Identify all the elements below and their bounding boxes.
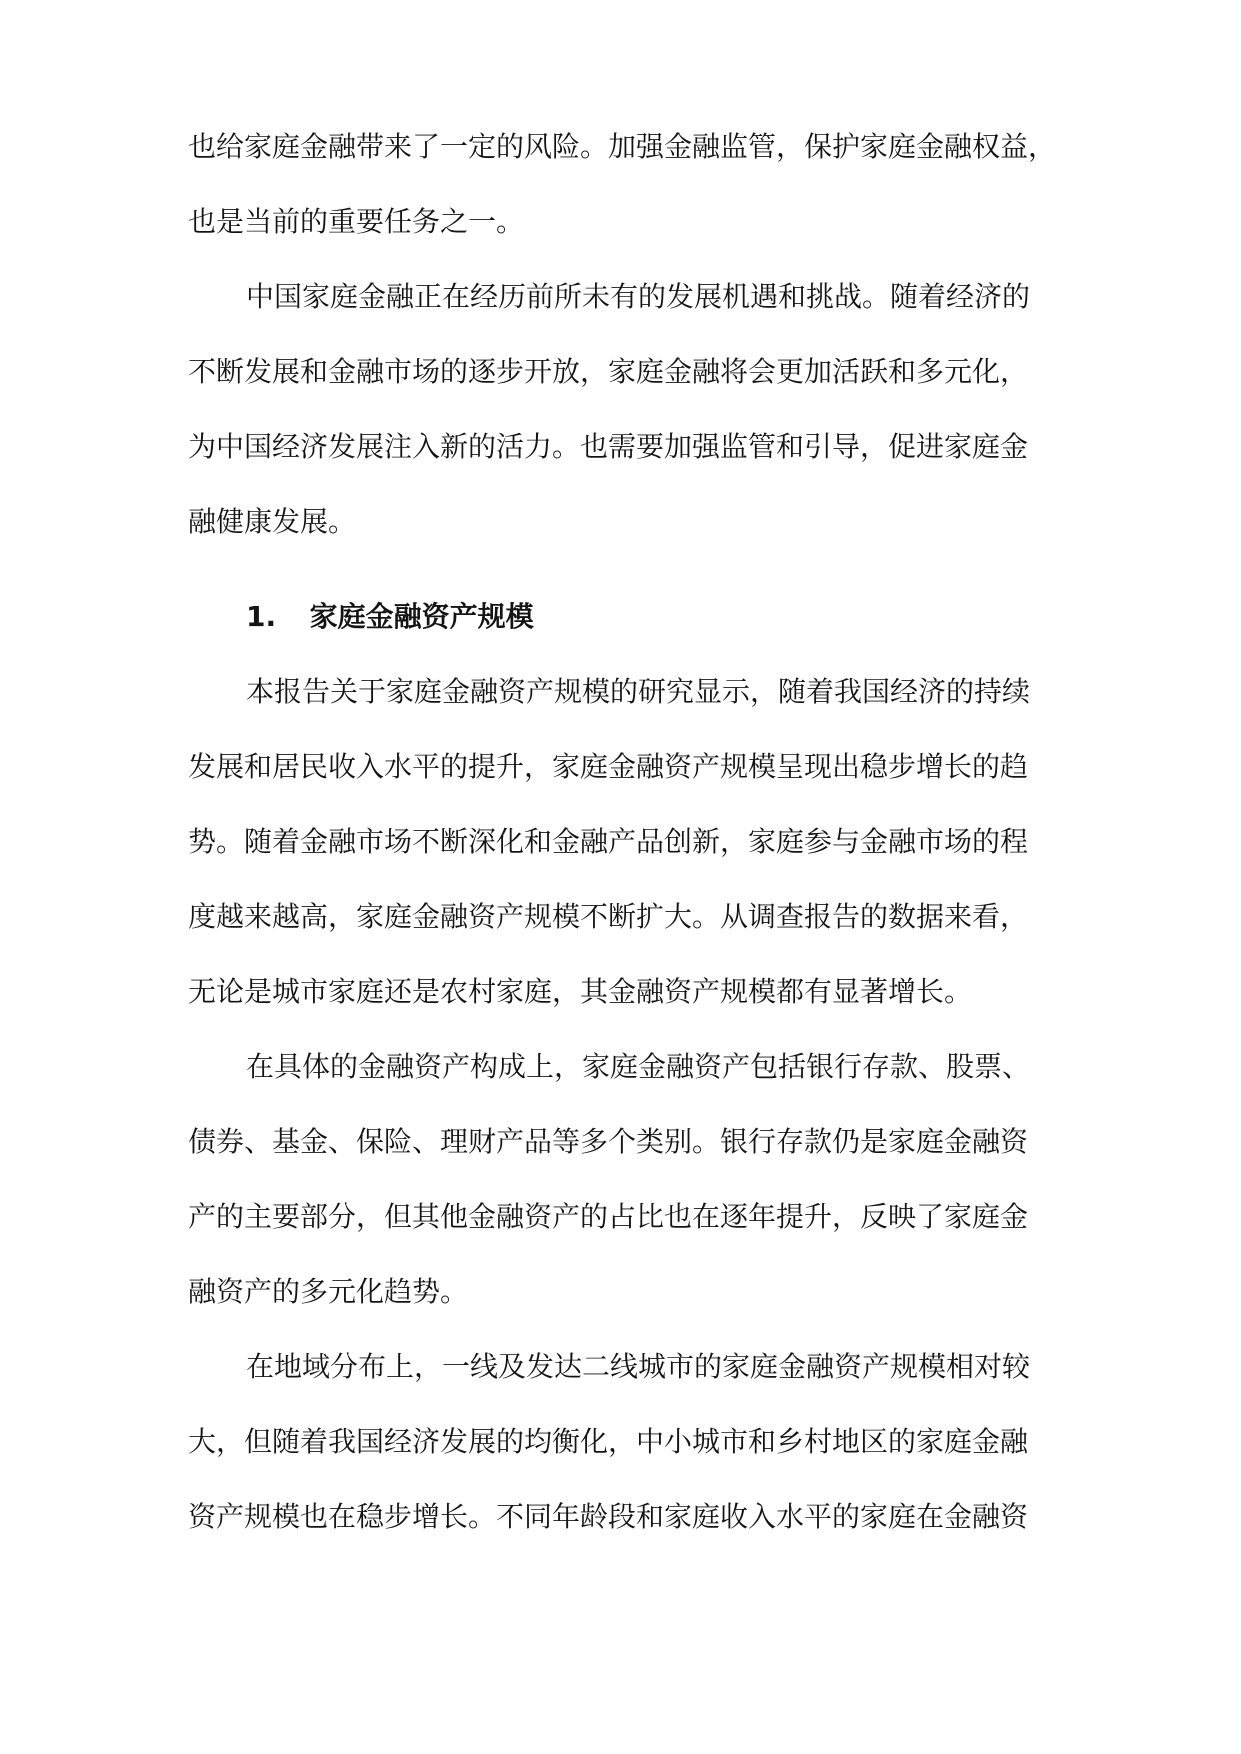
document-body [188, 127, 1058, 1537]
paragraph [188, 1047, 1058, 1312]
text-line: 中国家庭金融正在经历前所未有的发展机遇和挑战。随着经济的 [246, 280, 1031, 313]
text-line: 资产规模也在稳步增长。不同年龄段和家庭收入水平的家庭在金融资 [188, 1500, 1029, 1533]
text-line: 无论是城市家庭还是农村家庭，其金融资产规模都有显著增长。 [188, 975, 973, 1008]
section-number: 1. [246, 600, 277, 633]
text-line: 度越来越高，家庭金融资产规模不断扩大。从调查报告的数据来看， [188, 900, 1029, 933]
text-line: 产的主要部分，但其他金融资产的占比也在逐年提升，反映了家庭金 [188, 1200, 1029, 1233]
text-line: 不断发展和金融市场的逐步开放，家庭金融将会更加活跃和多元化， [188, 355, 1029, 388]
text-line: 融资产的多元化趋势。 [188, 1275, 469, 1308]
paragraph [188, 127, 1058, 242]
text-line: 在地域分布上，一线及发达二线城市的家庭金融资产规模相对较 [246, 1350, 1031, 1383]
paragraph [188, 277, 1058, 542]
text-line: 为中国经济发展注入新的活力。也需要加强监管和引导，促进家庭金 [188, 430, 1029, 463]
text-line: 融健康发展。 [188, 505, 357, 538]
text-line: 也给家庭金融带来了一定的风险。加强金融监管，保护家庭金融权益， [188, 130, 1057, 163]
text-line: 本报告关于家庭金融资产规模的研究显示，随着我国经济的持续 [246, 675, 1031, 708]
section-heading [188, 597, 1058, 637]
text-line: 势。随着金融市场不断深化和金融产品创新，家庭参与金融市场的程 [188, 825, 1029, 858]
text-line: 债券、基金、保险、理财产品等多个类别。银行存款仍是家庭金融资 [188, 1125, 1029, 1158]
paragraph [188, 672, 1058, 1012]
text-line: 发展和居民收入水平的提升，家庭金融资产规模呈现出稳步增长的趋 [188, 750, 1029, 783]
text-line: 也是当前的重要任务之一。 [188, 205, 525, 238]
text-line: 大，但随着我国经济发展的均衡化，中小城市和乡村地区的家庭金融 [188, 1425, 1029, 1458]
paragraph [188, 1347, 1058, 1537]
text-line: 在具体的金融资产构成上，家庭金融资产包括银行存款、股票、 [246, 1050, 1031, 1083]
section-title: 家庭金融资产规模 [309, 600, 534, 633]
